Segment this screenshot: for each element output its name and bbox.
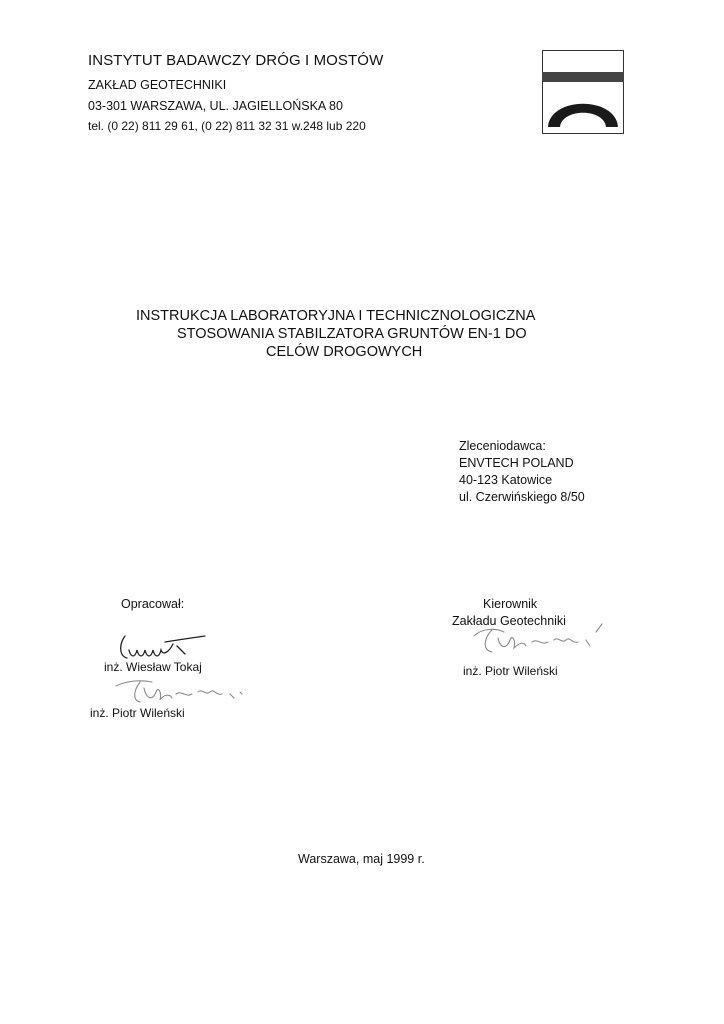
author-tokaj: inż. Wiesław Tokaj [104,660,202,674]
ibdim-arch-logo-icon [542,50,624,134]
institute-name: INSTYTUT BADAWCZY DRÓG I MOSTÓW [88,52,384,69]
prepared-by-label: Opracował: [121,597,185,611]
head-title-line-2: Zakładu Geotechniki [452,614,566,628]
document-title-line-2: STOSOWANIA STABILZATORA GRUNTÓW EN-1 DO [177,326,527,342]
client-label: Zleceniodawca: [459,439,546,453]
client-street: ul. Czerwińskiego 8/50 [459,490,585,504]
signature-wilenski-right [462,618,612,662]
department-name: ZAKŁAD GEOTECHNIKI [88,78,227,92]
client-city: 40-123 Katowice [459,473,553,487]
place-and-date: Warszawa, maj 1999 r. [298,852,425,866]
institute-phone: tel. (0 22) 811 29 61, (0 22) 811 32 31 w.248 lub 220 [88,119,366,133]
client-name: ENVTECH POLAND [459,456,574,470]
institute-address: 03-301 WARSZAWA, UL. JAGIELLOŃSKA 80 [88,99,343,113]
document-title-line-3: CELÓW DROGOWYCH [266,344,423,360]
author-wilenski: inż. Piotr Wileński [90,706,185,720]
document-title-line-1: INSTRUKCJA LABORATORYJNA I TECHNICZNOLOGICZNA [136,308,536,324]
head-name: inż. Piotr Wileński [463,664,558,678]
head-title-line-1: Kierownik [483,597,538,611]
